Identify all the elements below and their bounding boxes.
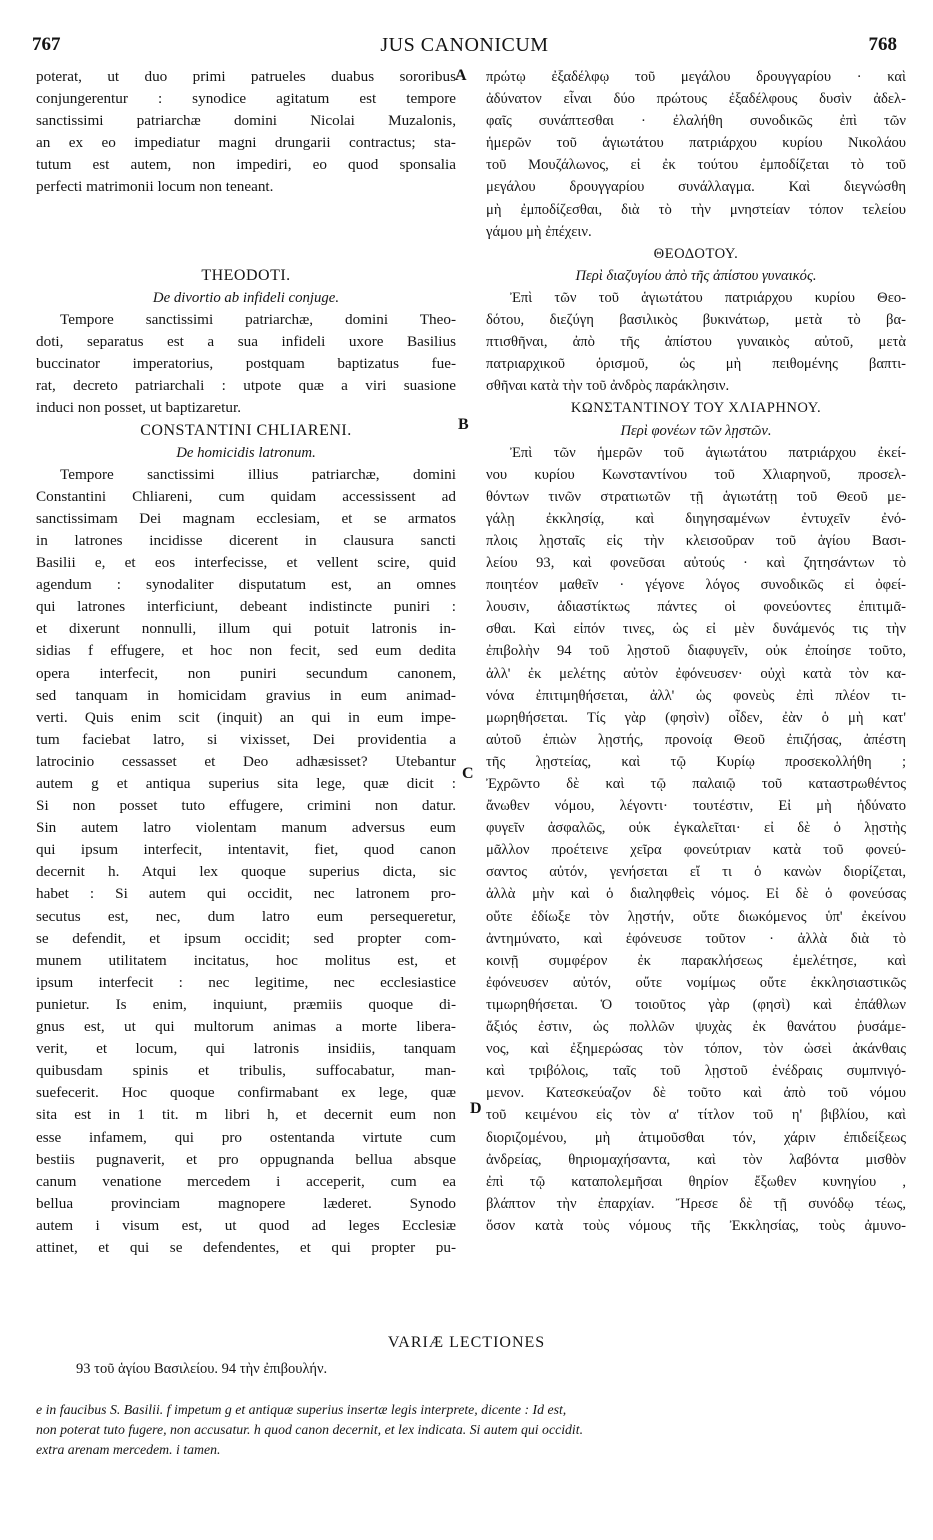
footnote-line: extra arenam mercedem. i tamen.	[36, 1442, 221, 1457]
latin-text-line: verti. Quis enim scit (inquit) an qui in eum impe-	[36, 708, 456, 726]
greek-text-line: φυγεῖν ἀσφαλῶς, οὐκ ἐγκαλεῖται· εἰ δὲ ὁ λῃστὴς	[486, 820, 906, 837]
latin-text-line: qui latrones interficiunt, debeant indistincte puniri :	[36, 598, 456, 616]
greek-text-line: ἀντημύνατο, καὶ ἐφόνευσε τοῦτον · ἀλλὰ διὰ τὸ	[486, 930, 906, 947]
running-title: JUS CANONICUM	[380, 34, 549, 56]
greek-text-line: Ἐπὶ τῶν ἡμερῶν τοῦ ἁγιωτάτου πατριάρχου ἐκεί-	[510, 444, 906, 461]
section-subheading: De homicidis latronum.	[176, 444, 316, 461]
latin-text-line: decernit h. Atqui lex quoque superius dicta, sic	[36, 863, 456, 881]
variae-lectiones-title: VARIÆ LECTIONES	[387, 1334, 546, 1351]
greek-text-line: νόνα ἐπιτιμηθήσεται, ἀλλ' ὡς φονεὺς ἐπὶ πλέον τι-	[486, 687, 906, 704]
margin-letter-a: A	[455, 67, 467, 84]
latin-text-line: gnus est, ut qui multorum animas a morte libera-	[36, 1018, 456, 1036]
latin-text-line: sidias f effugere, et hoc non fecit, sed eum dedita	[36, 642, 456, 660]
footnote-line: e in faucibus S. Basilii. f impetum g et antiquæ superius insertæ legis interprete, dicente : Id est,	[36, 1402, 567, 1417]
latin-text-line: ipsum interfecit : nec legitime, nec ecclesiastice	[36, 973, 456, 991]
latin-text-line: canum venatione mercedem i acceperit, cum ea	[36, 1172, 456, 1190]
greek-text-line: ἐπιβολὴν 94 τοῦ λῃστοῦ διαφυγεῖν, οὐκ ἐποίησε τοῦτο,	[486, 643, 906, 660]
greek-text-line: ποιητέον μαθεῖν · γέγονε λόγος συνοδικῶς εἰ ὀφεί-	[486, 577, 906, 594]
footnote-line: non poterat tuto fugere, non accusatur. h quod canon decernit, et lex indicata. Si autem qui occidit.	[36, 1422, 584, 1437]
greek-text-line: γάμου μὴ ἐπέχειν.	[486, 223, 592, 240]
latin-text-line: sanctissimi patriarchæ domini Nicolai Muzalonis,	[36, 112, 456, 130]
greek-text-line: ἀλλὰ μὴν καὶ ὁ διαληφθεὶς νόμος. Εἰ δὲ ὁ φονεύσας	[486, 886, 906, 903]
greek-text-line: ἀδύνατον εἶναι δύο πρώτους ἐξαδέλφους δυσὶν ἀδελ-	[486, 91, 906, 108]
section-heading: ΚΩΝΣΤΑΝΤΙΝΟΥ ΤΟΥ ΧΛΙΑΡΗΝΟΥ.	[570, 400, 822, 417]
latin-text-line: latrocinio cessasset et Deo adhæsisset? Utebantur	[36, 752, 456, 770]
latin-column	[36, 66, 456, 1259]
latin-text-line: agendum : synodaliter disputatum est, an omnes	[36, 576, 456, 594]
latin-text-line: conjungerentur : synodice agitatum est tempore	[36, 90, 456, 108]
greek-text-line: δότου, διεζύγη βασιλικὸς βυκινάτωρ, μετὰ τὸ βα-	[486, 312, 906, 329]
section-subheading: Περὶ φονέων τῶν λῃστῶν.	[620, 422, 772, 439]
latin-text-line: secutus est, nec, dum latro eum persequeretur,	[36, 907, 456, 925]
latin-text-line: verit, et locum, qui latronis insidiis, tanquam	[36, 1040, 456, 1058]
greek-text-line: σαντος αὐτόν, γενήσεται εἴ τι ὁ κανὼν διορίζεται,	[486, 864, 906, 881]
greek-text-line: θόντων τινῶν στρατιωτῶν τῇ ἁγιωτάτῃ τοῦ Θεοῦ με-	[486, 488, 906, 505]
latin-text-line: opera interfecit, non puniri secundum canonem,	[36, 664, 456, 682]
greek-text-line: πτισθῆναι, ἀπὸ τῆς ἀπίστου γυναικὸς αὐτοῦ, μετὰ	[486, 334, 906, 351]
greek-text-line: νος, καὶ ἐξημερώσας τὸν τόπον, τὸν ὡσεὶ ἀκάνθαις	[486, 1041, 906, 1058]
greek-text-line: τοῦ Μουζάλωνος, εἰ ἐκ τούτου ἐμποδίζεται τὸ τοῦ	[486, 157, 906, 174]
greek-text-line: σθαι. Καὶ εἰπόν τινες, ὡς εἰ μὲν δυνάμενός τις τὴν	[486, 621, 906, 638]
greek-text-line: ἡμερῶν τοῦ ἁγιωτάτου πατριάρχου κυρίου Νικολάου	[486, 135, 906, 152]
latin-text-line: in latrones incidisse dicerent in clausura sancti	[36, 531, 456, 549]
latin-text-line: esse infamem, qui pro ostentanda virtute cum	[36, 1128, 456, 1146]
greek-text-line: μᾶλλον προέτεινε χεῖρα φονεύτριαν κατὰ τοῦ φονεύ-	[486, 842, 906, 859]
section-heading: CONSTANTINI CHLIARENI.	[140, 421, 352, 439]
greek-text-line: τῆς λῃστείας, καὶ τῷ Κυρίῳ προσεκολλήθη ;	[486, 753, 906, 770]
latin-text-line: Constantini Chliareni, cum quidam accessissent ad	[36, 487, 456, 505]
latin-text-line: doti, separatus est a sua infideli uxore Basilius	[36, 333, 456, 351]
greek-text-line: ἀνδρείας, θηριομαχήσαντα, καὶ τὸν λαβόντα μισθὸν	[486, 1151, 906, 1168]
greek-text-line: πλοις λῃσταῖς εἰς τὴν κλεισοῦραν τοῦ ἁγίου Βασι-	[486, 532, 906, 549]
latin-text-line: an ex eo impediatur magni drungarii contractus; sta-	[36, 134, 456, 152]
margin-letter-c: C	[462, 765, 474, 782]
greek-text-line: καὶ τριβόλοις, ταῖς τοῦ λῃστοῦ ἐνέδραις συμπνιγό-	[486, 1063, 906, 1080]
greek-text-line: ἐφόνευσεν αὐτόν, οὔτε νομίμως οὔτε ἐκκλησιαστικῶς	[486, 974, 906, 991]
greek-column	[486, 66, 906, 1237]
latin-text-line: qui ipsum interfecit, intentavit, fiet, quod canon	[36, 841, 456, 859]
latin-text-line: bestiis pugnaverit, et pro oppugnanda bellua absque	[36, 1150, 456, 1168]
greek-text-line: ἄξιός ἐστιν, ὡς πολλῶν ψυχὰς ἐκ θανάτου ῥυσάμε-	[486, 1019, 906, 1036]
latin-text-line: induci non posset, ut baptizaretur.	[36, 399, 241, 417]
greek-text-line: φαῖς συνάπτεσθαι · ἐλαλήθη συνοδικῶς ἐπὶ τῶν	[486, 113, 906, 130]
page-number-left: 767	[32, 34, 61, 55]
latin-text-line: tum faciebat latro, si vixisset, Dei providentia a	[36, 730, 456, 748]
greek-text-line: μενον. Κατεσκεύαζον δὲ τοῦτο καὶ ἀπὸ τοῦ νόμου	[486, 1085, 906, 1102]
greek-text-line: ὅσον κατὰ τοὺς νόμους τῆς Ἐκκλησίας, τοὺς ἀμυνο-	[486, 1217, 906, 1234]
section-subheading: De divortio ab infideli conjuge.	[152, 289, 340, 306]
greek-text-line: μεγάλου δρουγγαρίου συνάλλαγμα. Καὶ διεγνώσθη	[486, 179, 906, 196]
section-subheading: Περὶ διαζυγίου ἀπὸ τῆς ἀπίστου γυναικός.	[575, 267, 817, 284]
greek-text-line: κοινῇ συμφέρον ἐκ παρακλήσεως ἐμελέτησε, καὶ	[486, 952, 906, 969]
greek-text-line: λείου 93, καὶ φονεῦσαι αὐτούς · καὶ ζητησάντων τὸ	[486, 555, 906, 572]
greek-text-line: ἐπὶ τῷ καταπολεμῆσαι θηρίον ἔξωθεν κυνηγίου ,	[486, 1173, 906, 1190]
latin-text-line: attinet, et qui se defendentes, et qui propter pu-	[36, 1238, 456, 1256]
footnotes	[36, 1400, 906, 1460]
blank-line	[36, 221, 456, 243]
latin-text-line: tutum est autem, non impediri, eo quod sponsalia	[36, 156, 456, 174]
greek-text-line: αὐτοῦ ἐπιὼν λῃστής, προνοίᾳ Θεοῦ ἐπιζήσας, ἀπέστη	[486, 731, 906, 748]
latin-text-line: autem g et antiqua superius sita lege, quæ dicit :	[36, 775, 456, 792]
latin-text-line: quibusdam spinis et tribulis, suffocabatur, man-	[36, 1062, 456, 1080]
margin-letter-d: D	[470, 1100, 482, 1117]
greek-text-line: λουσιν, ἀδιαστίκτως πάντες οἱ φονεύοντες ἐπιτιμᾶ-	[486, 599, 906, 616]
section-heading: ΘΕΟΔΟΤΟΥ.	[653, 245, 739, 262]
latin-text-line: habet : Si autem qui occidit, nec latronem pro-	[36, 885, 456, 903]
variant-reading-line: 93 τοῦ ἁγίου Βασιλείου. 94 τὴν ἐπιβουλήν.	[76, 1361, 328, 1377]
latin-text-line: se defendit, et ipsum occidit; sed propter com-	[36, 929, 456, 947]
greek-text-line: γάλῃ ἐκκλησίᾳ, καὶ διηγησαμένων ἐντυχεῖν ἐνό-	[486, 510, 906, 527]
greek-text-line: μωρηθήσεται. Τίς γὰρ (φησὶν) οἶδεν, ἐὰν ὁ μὴ κατ'	[486, 709, 906, 726]
greek-text-line: διοριζομένου, μὴ ἀτιμοῦσθαι τόν, χάριν ἐπιδείξεως	[486, 1129, 906, 1146]
greek-text-line: νου κυρίου Κωνσταντίνου τοῦ Χλιαρηνοῦ, προσελ-	[486, 466, 906, 483]
greek-text-line: σθῆναι κατὰ τὴν τοῦ ἀνδρὸς παράκλησιν.	[486, 378, 730, 395]
greek-text-line: μὴ ἐμποδίζεσθαι, διὰ τὸ τὴν μνηστείαν τόπον τελείου	[486, 201, 906, 218]
greek-text-line: Ἐχρῶντο δὲ καὶ τῷ παλαιῷ τοῦ καταστρωθέντος	[486, 776, 906, 792]
greek-text-line: οὔτε ἐδίωξε τὸν λῃστήν, οὔτε διωκόμενος ὑπ' ἐκείνου	[486, 908, 906, 925]
greek-text-line: πατριαρχικοῦ ὁρισμοῦ, ὡς μὴ πειθομένης βαπτι-	[486, 356, 906, 373]
latin-text-line: Tempore sanctissimi patriarchæ, domini Theo-	[60, 311, 456, 329]
latin-text-line: suefecerit. Hoc quoque confirmabant ex lege, quæ	[36, 1084, 456, 1102]
latin-text-line: buccinator imperatorius, postquam baptizatus fue-	[36, 355, 456, 373]
margin-letter-b: B	[458, 416, 469, 433]
greek-text-line: ἀλλ' ἐκ μελέτης αὐτὸν ἐφόνευσεν· οὐχὶ κατὰ τὸν κα-	[486, 665, 906, 682]
latin-text-line: perfecti matrimonii locum non teneant.	[36, 178, 274, 196]
greek-text-line: τοῦ κειμένου εἰς τὸν α' τίτλον τοῦ η' βιβλίου, καὶ	[486, 1107, 906, 1124]
greek-text-line: βλάπτον τὴν ἐπαρχίαν. Ἤρεσε δὲ τῇ συνόδῳ τέως,	[486, 1195, 906, 1212]
latin-text-line: et dixerunt nonnulli, illum qui potuit latronis in-	[36, 620, 456, 638]
blank-line	[36, 243, 456, 265]
greek-text-line: Ἐπὶ τῶν τοῦ ἁγιωτάτου πατριάρχου κυρίου Θεο-	[510, 289, 906, 306]
latin-text-line: Tempore sanctissimi illius patriarchæ, domini	[60, 465, 456, 483]
latin-text-line: rat, decreto patriarchali : utpote quæ a viri suasione	[36, 377, 456, 395]
greek-text-line: πρώτῳ ἐξαδέλφῳ τοῦ μεγάλου δρουγγαρίου · καὶ	[486, 69, 906, 85]
latin-text-line: bellua provinciam magnopere læderet. Synodo	[36, 1194, 456, 1212]
blank-line	[36, 199, 456, 221]
variae-lectiones	[36, 1358, 906, 1380]
latin-text-line: Basilii e, et eos interfecisse, et vellent scire, quid	[36, 554, 456, 572]
latin-text-line: autem i visum est, ut quod ad leges Ecclesiæ	[36, 1216, 456, 1234]
latin-text-line: Si non posset tuto effugere, crimini non datur.	[36, 797, 456, 815]
greek-text-line: ἄνωθεν νόμου, λέγοντι· τουτέστιν, Εἰ μὴ ἠδύνατο	[486, 798, 906, 815]
latin-text-line: poterat, ut duo primi patrueles duabus sororibus	[36, 68, 456, 85]
latin-text-line: munem utilitatem incitatus, hoc molitus est, et	[36, 951, 456, 969]
page-header	[32, 34, 897, 58]
latin-text-line: sita est in 1 tit. m libri h, et decernit eum non	[36, 1106, 456, 1124]
page-number-right: 768	[868, 34, 897, 55]
greek-text-line: τιμωρηθήσεται. Ὁ τοιοῦτος γὰρ (φησὶ) καὶ ἐπάθλων	[486, 996, 906, 1013]
latin-text-line: Sin autem latro violentam manum adversus eum	[36, 819, 456, 837]
section-heading: THEODOTI.	[201, 266, 291, 284]
latin-text-line: punietur. Is enim, inquiunt, præmiis quoque di-	[36, 995, 456, 1013]
latin-text-line: sed tanquam in homicidam gravius in eum animad-	[36, 686, 456, 704]
latin-text-line: sanctissimam Dei magnam ecclesiam, et se armatos	[36, 509, 456, 527]
